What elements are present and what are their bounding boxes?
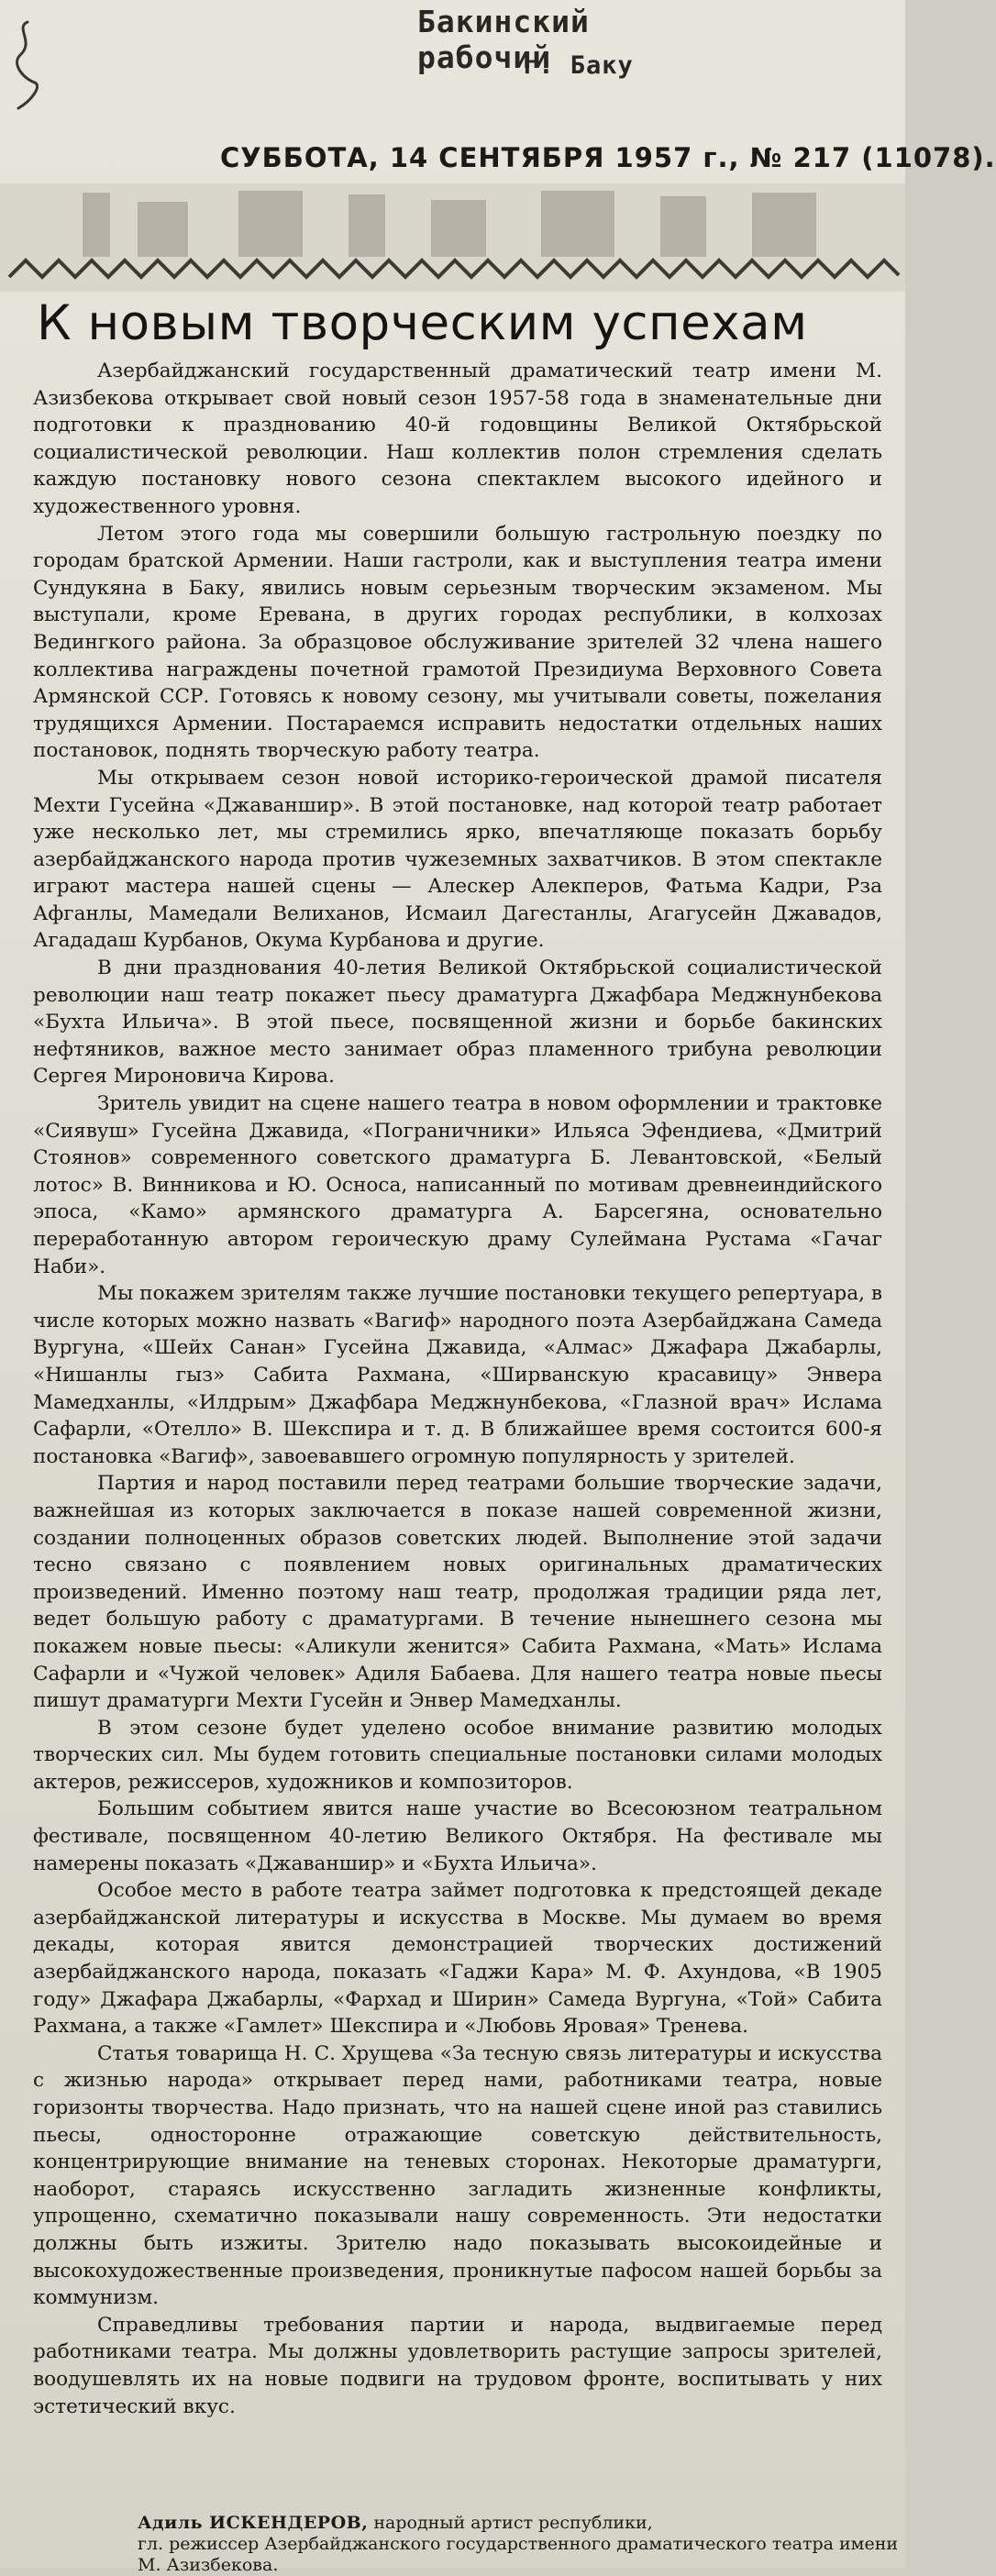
zigzag-border-icon xyxy=(0,183,905,292)
author-signature xyxy=(138,2513,899,2576)
decorative-banner xyxy=(0,183,905,292)
author-name: Адиль ИСКЕНДЕРОВ, xyxy=(138,2513,369,2533)
article-paragraph: Партия и народ поставили перед театрами большие творческие задачи, важнейшая из которых заключается в показе нашей современной жизни, создании полноценных образов советских людей. Выполнение этой задачи тесно связано с появлением новых оригинальных драматических произведений. Именно поэтому наш театр, продолжая традиции ряда лет, ведет большую работу с драматургами. В течение нынешнего сезона мы покажем новые пьесы: «Аликули женится» Сабита Рахмана, «Мать» Ислама Сафарли и «Чужой человек» Адиля Бабаева. Для нашего театра новые пьесы пишут драматурги Мехти Гусейн и Энвер Мамедханлы. xyxy=(33,1472,882,1713)
article-paragraph: Мы покажем зрителям также лучшие постановки текущего репертуара, в числе которых можно назвать «Вагиф» народного поэта Азербайджана Самеда Вургуна, «Шейх Санан» Гусейна Джавида, «Алмас» Джафара Джабарлы, «Нишанлы гыз» Сабита Рахмана, «Ширванскую красавицу» Энвера Мамедханлы, «Илдрым» Джафбара Меджнунбекова, «Глазной врач» Ислама Сафарли, «Отелло» В. Шекспира и т. д. В ближайшее время состоится 600-я постановка «Вагиф», завоевавшего огромную популярность у зрителей. xyxy=(33,1282,882,1468)
article-paragraph: Летом этого года мы совершили большую гастрольную поездку по городам братской Армении. Наши гастроли, как и выступления театра имени Сундукяна в Баку, явились новым серьезным творческим экзаменом. Мы выступали, кроме Еревана, в других городах республики, в колхозах Ведингкого района. За образцовое обслуживание зрителей 32 члена нашего коллектива награждены почетной грамотой Президиума Верховного Совета Армянской ССР. Готовясь к новому сезону, мы учитывали советы, пожелания трудящихся Армении. Постараемся исправить недостатки отдельных наших постановок, поднять творческую работу театра. xyxy=(33,522,882,763)
stamp-newspaper-name: Бакинский рабочий xyxy=(417,4,590,75)
article-paragraph: Большим событием явится наше участие во Всесоюзном театральном фестивале, посвященном 40-летию Великого Октября. На фестивале мы намерены показать «Джаваншир» и «Бухта Ильича». xyxy=(33,1797,882,1875)
article-paragraph: В дни празднования 40-летия Великой Октябрьской социалистической революции наш театр покажет пьесу драматурга Джафбара Меджнунбекова «Бухта Ильича». В этой пьесе, посвященной жизни и борьбе бакинских нефтяников, важное место занимает образ пламенного трибуна революции Сергея Мироновича Кирова. xyxy=(33,956,882,1089)
author-title: народный артист республики, xyxy=(373,2513,653,2533)
issue-dateline: СУББОТА, 14 СЕНТЯБРЯ 1957 г., № 217 (11078). xyxy=(220,142,996,173)
author-position: гл. режиссер Азербайджанского государственного драматического театра имени М. Азизбекова. xyxy=(138,2534,899,2575)
article-paragraph: Мы открываем сезон новой историко-героической драмой писателя Мехти Гусейна «Джаваншир». В этой постановке, над которой театр работает уже несколько лет, мы стремились ярко, впечатляюще показать борьбу азербайджанского народа против чужеземных захватчиков. В этом спектакле играют мастера нашей сцены — Алескер Алекперов, Фатьма Кадри, Рза Афганлы, Мамедали Велиханов, Исмаил Дагестанлы, Агагусейн Джавадов, Агададаш Курбанов, Окума Курбанова и другие. xyxy=(33,766,882,953)
article-paragraph: Особое место в работе театра займет подготовка к предстоящей декаде азербайджанской литературы и искусства в Москве. Мы думаем во время декады, которая явится демонстрацией творческих достижений азербайджанского народа, показать «Гаджи Кара» М. Ф. Ахундова, «В 1905 году» Джафара Джабарлы, «Фархад и Ширин» Самеда Вургуна, «Той» Сабита Рахмана, а также «Гамлет» Шекспира и «Любовь Яровая» Тренева. xyxy=(33,1879,882,2039)
stamp-city: г. Баку xyxy=(523,51,634,80)
article-paragraph: Азербайджанский государственный драматический театр имени М. Азизбекова открывает свой новый сезон 1957-58 года в знаменательные дни подготовки к празднованию 40-й годовщины Великой Октябрьской социалистической революции. Наш коллектив полон стремления сделать каждую постановку нового сезона спектаклем высокого идейного и художественного уровня. xyxy=(33,359,882,518)
pencil-mark-icon xyxy=(7,18,44,119)
article-body xyxy=(33,358,882,2420)
article-paragraph: В этом сезоне будет уделено особое внимание развитию молодых творческих сил. Мы будем готовить специальные постановки силами молодых актеров, режиссеров, художников и композиторов. xyxy=(33,1716,882,1794)
article-paragraph: Зритель увидит на сцене нашего театра в новом оформлении и трактовке «Сиявуш» Гусейна Джавида, «Пограничники» Ильяса Эфендиева, «Дмитрий Стоянов» современного советского драматурга Б. Левантовской, «Белый лотос» В. Винникова и Ю. Осноса, написанный по мотивам древнеиндийского эпоса, «Камо» армянского драматурга А. Барсегяна, основательно переработанную автором героическую драму Сулеймана Рустама «Гачаг Наби». xyxy=(33,1092,882,1278)
article-paragraph: Справедливы требования партии и народа, выдвигаемые перед работниками театра. Мы должны удовлетворить растущие запросы зрителей, воодушевлять их на новые подвиги на трудовом фронте, воспитывать у них эстетический вкус. xyxy=(33,2313,882,2418)
article-paragraph: Статья товарища Н. С. Хрущева «За тесную связь литературы и искусства с жизнью народа» открывает перед нами, работниками театра, новые горизонты творчества. Надо признать, что на нашей сцене иной раз ставились пьесы, односторонне отражающие советскую действительность, концентрирующие внимание на теневых сторонах. Некоторые драматурги, наоборот, стараясь искусственно загладить жизненные конфликты, упрощенно, схематично показывали нашу современность. Эти недостатки должны быть изжиты. Зрителю надо показывать высокоидейные и высокохудожественные произведения, проникнутые пафосом нашей борьбы за коммунизм. xyxy=(33,2041,882,2310)
article-headline: К новым творческим успехам xyxy=(37,295,808,351)
signature-line-1 xyxy=(138,2513,899,2534)
